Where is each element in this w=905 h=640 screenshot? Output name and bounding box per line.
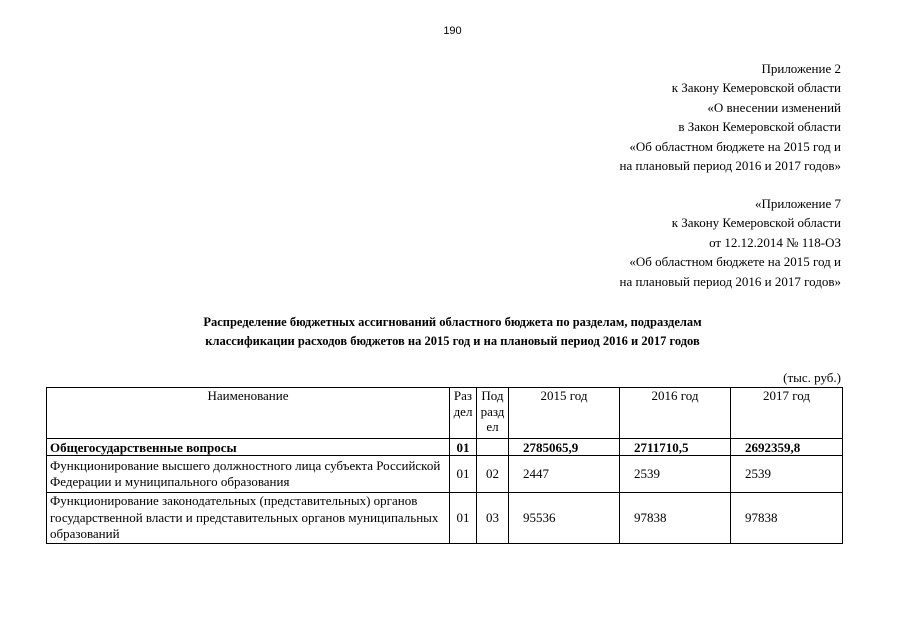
column-header-razdel <box>450 388 477 439</box>
row-value-2015: 95536 <box>509 493 620 544</box>
row-value-2015: 2447 <box>509 456 620 493</box>
table-row <box>47 456 843 493</box>
row-razdel: 01 <box>450 439 477 456</box>
row-value-2017: 2539 <box>731 456 843 493</box>
column-header-2016: 2016 год <box>620 388 731 439</box>
table-header-row <box>47 388 843 439</box>
row-podrazdel <box>477 439 509 456</box>
row-podrazdel: 02 <box>477 456 509 493</box>
row-value-2016: 2539 <box>620 456 731 493</box>
appendix-line: «Об областном бюджете на 2015 год и <box>629 254 841 270</box>
appendix-line: к Закону Кемеровской области <box>671 215 841 231</box>
column-header-podrazdel <box>477 388 509 439</box>
row-razdel: 01 <box>450 456 477 493</box>
appendix-line: в Закон Кемеровской области <box>678 119 841 135</box>
row-value-2015: 2785065,9 <box>509 439 620 456</box>
row-name: Общегосударственные вопросы <box>47 439 450 456</box>
column-header-name: Наименование <box>47 388 450 439</box>
row-name: Функционирование высшего должностного лица субъекта Российской Федерации и муниципального образования <box>47 456 450 493</box>
appendix-7-header <box>620 194 842 291</box>
document-title <box>0 313 905 351</box>
row-value-2016: 97838 <box>620 493 731 544</box>
row-value-2016: 2711710,5 <box>620 439 731 456</box>
appendix-line: на плановый период 2016 и 2017 годов» <box>619 158 841 174</box>
appendix-line: «Приложение 7 <box>754 196 841 211</box>
appendix-2-header <box>620 59 842 175</box>
column-header-2015: 2015 год <box>509 388 620 439</box>
header-text: Раз <box>453 388 473 403</box>
title-line: Распределение бюджетных ассигнований областного бюджета по разделам, подразделам <box>203 315 702 329</box>
table-row <box>47 439 843 456</box>
row-podrazdel: 03 <box>477 493 509 544</box>
table-row <box>47 493 843 544</box>
column-header-2017: 2017 год <box>731 388 843 439</box>
row-value-2017: 2692359,8 <box>731 439 843 456</box>
title-line: классификации расходов бюджетов на 2015 год и на плановый период 2016 и 2017 годов <box>205 334 700 348</box>
appendix-line: «Об областном бюджете на 2015 год и <box>629 138 841 154</box>
row-razdel: 01 <box>450 493 477 544</box>
page-number: 190 <box>443 25 462 37</box>
header-text: дел <box>453 403 473 419</box>
appendix-line: к Закону Кемеровской области <box>671 80 841 96</box>
units-label: (тыс. руб.) <box>783 370 841 385</box>
row-name: Функционирование законодательных (представительных) органов государственной власти и представительных органов муниципальных образований <box>47 493 450 544</box>
appendix-line: «О внесении изменений <box>707 99 841 115</box>
appendix-line: от 12.12.2014 № 118-ОЗ <box>709 234 841 250</box>
header-text: разд <box>480 403 505 419</box>
budget-table <box>46 387 843 544</box>
appendix-line: Приложение 2 <box>761 61 841 76</box>
header-text: Под <box>481 388 504 403</box>
header-text: ел <box>486 419 499 434</box>
row-value-2017: 97838 <box>731 493 843 544</box>
appendix-line: на плановый период 2016 и 2017 годов» <box>619 273 841 289</box>
